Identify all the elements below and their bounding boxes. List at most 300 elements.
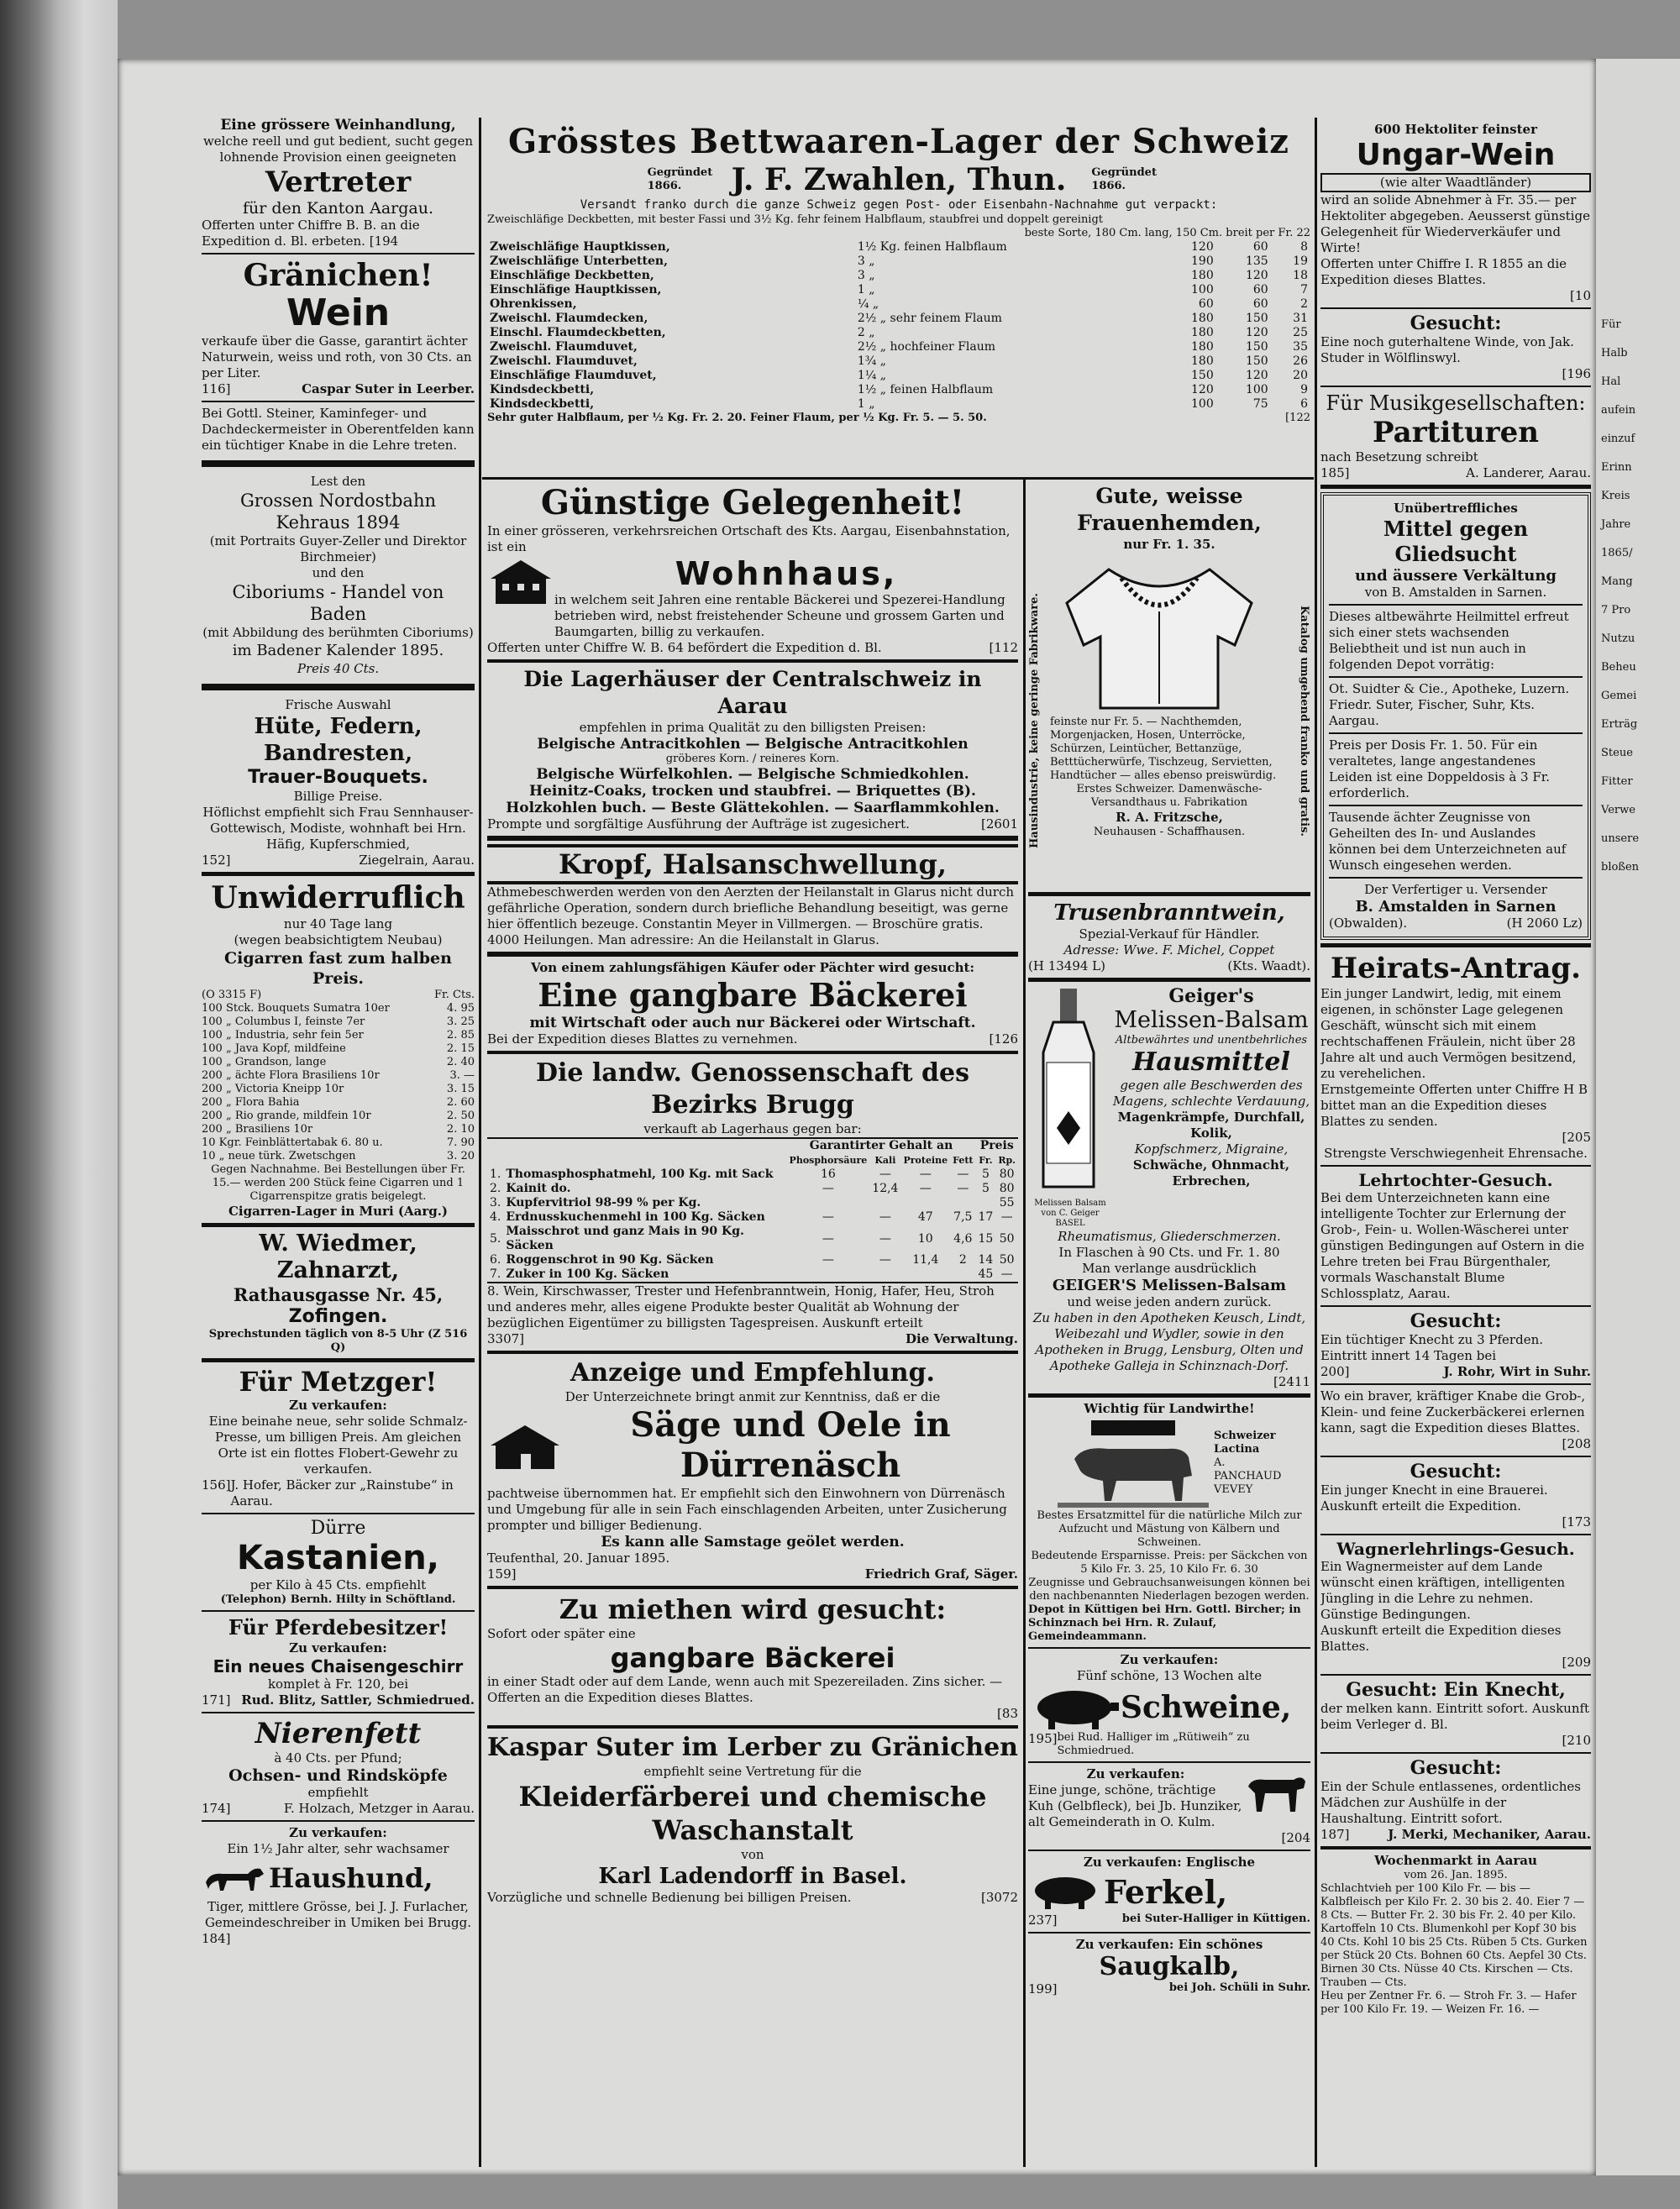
ad-baeckerei-title: Eine gangbare Bäckerei [538,976,968,1014]
ad-hund-title: Haushund, [269,1862,433,1894]
ad-kalender-price: Preis 40 Cts. [297,661,380,676]
divider [1320,1752,1591,1754]
ad-cigar-header [202,989,475,1002]
ad-ref: 156] [202,1477,231,1493]
ad-kropf-title: Kropf, Halsanschwellung, [487,844,1018,884]
ad-mittel-region: (Obwalden). [1329,916,1408,931]
genossenschaft-cell: 15 [978,1231,994,1246]
cigar-price: 2. 40 [446,1056,475,1068]
ad-ungar-title: Ungar-Wein [1356,138,1556,172]
genossenschaft-cell: 7. [490,1267,501,1281]
genossenschaft-cell [869,1267,900,1283]
ad-ref: 152] [202,853,231,868]
divider [1320,1674,1591,1676]
bettwaren-cell: 60 [1252,297,1268,311]
bettwaren-cell: 150 [1245,340,1268,354]
piglet-icon [1028,1871,1104,1913]
ad-ref: 237] [1028,1913,1058,1928]
genossenschaft-cell: 55 [999,1196,1015,1209]
ad-lagerhaus-item: Belgische Würfelkohlen. — Belgische Schmiedkohlen. [536,766,969,783]
genossenschaft-cell: 4,6 [953,1231,973,1246]
ad-graenichen-wein: Wein [286,291,391,334]
column-rule [479,118,481,2167]
ad-mittel-depot: Ot. Suidter & Cie., Apotheke, Luzern. Friedr. Suter, Fischer, Suhr, Kts. Aargau. [1329,681,1570,728]
ad-bettwaren-last-text: Sehr guter Halbflaum, per ½ Kg. Fr. 2. 20. Feiner Flaum, per ½ Kg. Fr. 5. — 5. 50. [487,412,987,424]
ad-anzeige-title: Anzeige und Empfehlung. [570,1358,935,1388]
bettwaren-cell: Einschläfige Deckbetten, [490,269,654,282]
ad-pferde-name: Rud. Blitz, Sattler, Schmiedrued. [241,1692,475,1708]
divider-heavy [1320,485,1591,489]
genossenschaft-header-cell: Preis [979,1139,1014,1152]
house-icon [487,555,554,606]
bettwaren-cell: Kindsdeckbetti, [490,383,595,396]
bettwaren-cell: 31 [1293,312,1308,325]
ad-ref: 199] [1028,1981,1058,1996]
ad-miethen-item: gangbare Bäckerei [610,1642,895,1674]
genossenschaft-cell: — [879,1231,891,1246]
ad-lactina-text: Bestes Ersatzmittel für die natürliche Milch zur Aufzucht und Mästung von Kälbern und Schweinen. [1037,1509,1302,1549]
genossenschaft-cell: Kainit do. [506,1182,571,1195]
market-prices: Heu per Zentner Fr. 6. — Stroh Fr. 3. — Hafer per 100 Kilo Fr. 19. — Weizen Fr. 16. — [1320,1990,1577,2016]
genossenschaft-cell: — [919,1182,932,1195]
ad-wine-subtitle: für den Kanton Aargau. [242,199,434,218]
ad-suter-firm: Karl Ladendorff in Basel. [598,1864,907,1889]
ad-ref: [10 [1570,288,1591,303]
genossenschaft-cell [950,1196,975,1210]
ad-hut-address: Ziegelrain, Aarau. [359,853,475,868]
genossenschaft-cell: — [1000,1267,1013,1281]
ad-bettwaren-intro2: beste Sorte, 180 Cm. lang, 150 Cm. breit per Fr. 22 [1024,227,1310,239]
genossenschaft-cell: 3. [490,1196,501,1209]
ad-trusen-footer [1028,958,1310,974]
genossenschaft-cell: 2 [958,1253,967,1267]
next-page-edge [1596,59,1680,2175]
ad-ref: [2411 [1273,1374,1310,1389]
edge-word: Mang [1601,575,1633,588]
ad-ref: [3072 [980,1890,1018,1905]
divider [1329,805,1583,806]
ad-ferkel-row [1028,1871,1310,1913]
bettwaren-cell: 35 [1293,340,1308,354]
newspaper-page [118,59,1596,2175]
bettwaren-cell: ¼ „ [857,297,879,311]
ad-genossenschaft-line: verkauft ab Lagerhaus gegen bar: [643,1121,862,1136]
edge-word: Jahre [1601,518,1631,531]
ad-geiger-brandline: GEIGER'S Melissen-Balsam [1052,1277,1287,1294]
genossenschaft-row [487,1253,1018,1267]
cigar-price: 2. 15 [446,1042,475,1055]
ad-pferde-price: komplet à Fr. 120, bei [267,1676,409,1692]
ad-winde-text: Eine noch guterhaltene Winde, von Jak. Studer in Wölflinswyl. [1320,334,1574,365]
genossenschaft-cell: 12,4 [872,1182,899,1195]
ad-heirat-title: Heirats-Antrag. [1331,952,1581,985]
genossenschaft-cell [900,1196,950,1210]
ad-maedchen-name: J. Merki, Mechaniker, Aarau. [1388,1827,1591,1842]
ad-pferde-sub: Zu verkaufen: [289,1640,387,1655]
ad-geiger-text: Zu haben in den Apotheken Keusch, Lindt, Weibezahl und Wydler, sowie in den Apotheken in Brugg, Lensburg, Olten und Apotheke Galleja in Schinznach-Dorf. [1032,1310,1306,1373]
divider [1329,676,1583,678]
divider [1320,1305,1591,1307]
ad-gelegenheit-offer [487,640,1018,656]
bettwaren-row [487,340,1310,354]
edge-word: bloßen [1601,861,1640,874]
ad-kuh-text: Eine junge, schöne, trächtige Kuh (Gelbfleck), bei Jb. Hunziker, alt Gemeinderath in O. Kulm. [1028,1782,1242,1829]
ad-hemden-text: feinste nur Fr. 5. — Nachthemden, Morgenjacken, Hosen, Unterröcke, Schürzen, Leintücher, Bettanzüge, Betttücherwürfe, Tischzeug, Servietten, Handtücher — alles ebenso preiswürdig. [1050,716,1277,782]
market-date: vom 26. Jan. 1895. [1404,1869,1508,1881]
ad-bettwaren-intro: Zweischläfige Deckbetten, mit bester Fassi und 3½ Kg. fehr feinem Halbflaum, staubfrei und doppelt gereinigt [487,213,1104,226]
bettwaren-cell: Zweischl. Flaumduvet, [490,340,638,354]
genossenschaft-cell: 17 [978,1210,994,1224]
ad-geiger-line: Altbewährtes und unentbehrliches [1115,1034,1308,1047]
cigar-row [202,1110,475,1123]
bettwaren-row [487,326,1310,340]
bettwaren-cell: 190 [1191,254,1214,268]
ad-mittel-maker: von B. Amstalden in Sarnen. [1364,585,1547,600]
ad-gelegenheit-text: in welchem seit Jahren eine rentable Bäckerei und Spezerei-Handlung betrieben wird, nebst freistehender Scheune und grossem Garten und Baumgarten, billig zu verkaufen. [554,592,1005,639]
ad-lactina-heading: Wichtig für Landwirthe! [1084,1401,1255,1416]
ad-ungar-text: wird an solide Abnehmer à Fr. 35.— per Hektoliter abgegeben. Aeusserst günstige Gelegenheit für Wiederverkäufer und Wirte! [1320,192,1590,255]
ad-musik-footer [1320,465,1591,481]
genossenschaft-cell [900,1267,950,1283]
cigar-name: 100 „ Industria, sehr fein 5er [202,1029,364,1042]
ad-ref: 174] [202,1801,231,1816]
ad-ref: [210 [1562,1733,1591,1748]
ad-pferde-title: Für Pferdebesitzer! [228,1615,449,1640]
ad-musik-title: Für Musikgesellschaften: [1326,391,1586,415]
ad-dentist-title: W. Wiedmer, Zahnarzt, [259,1230,417,1283]
ad-geiger-line: Magenkrämpfe, Durchfall, Kolik, [1117,1110,1305,1141]
bettwaren-cell: 60 [1198,297,1214,311]
ad-bettwaren-founded: Gegründet 1866. [1091,166,1157,192]
ad-nierenfett-item: Ochsen- und Rindsköpfe [228,1766,448,1785]
genossenschaft-header-cell [487,1138,503,1153]
bettwaren-cell: Zweischl. Flaumduvet, [490,354,638,368]
ad-hemden-text: Erstes Schweizer. Damenwäsche-Versandthaus u. Fabrikation [1076,783,1263,809]
cigar-name: 200 „ Victoria Kneipp 10r [202,1083,344,1095]
market-prices: Schlachtvieh per 100 Kilo Fr. — bis — Kalbfleisch per Kilo Fr. 2. 30 bis 2. 40. Eier 7 — 8 Cts. — Butter Fr. 2. 30 bis Fr. 2. 40 per Kilo. Kartoffeln 10 Cts. Blumenkohl per Kopf 30 bis 40 Cts. Kohl 10 bis 25 Cts. Rüben 5 Cts. Gurken per Stück 20 Cts. Bohnen 60 Cts. Aepfel 30 Cts. Birnen 30 Cts. Nüsse 40 Cts. Kirschen — Cts. Trauben — Cts. [1320,1882,1588,1989]
ad-kastanien-price: per Kilo à 45 Cts. empfiehlt [249,1577,427,1592]
ad-geiger-bottle-label: Melissen Balsam von C. Geiger BASEL [1034,1199,1106,1228]
ad-mittel-price: Preis per Dosis Fr. 1. 50. Für ein veraltetes, lange angestandenes Leiden ist eine Doppeldosis à 3 Fr. erforderlich. [1329,737,1551,800]
divider-heavy [487,1351,1018,1354]
ad-ref: 184] [202,1931,231,1946]
cigar-price: 3. — [449,1069,475,1082]
ad-suter-title: Kaspar Suter im Lerber zu Gränichen [487,1733,1018,1762]
edge-word: Halb [1601,347,1628,359]
ad-kastanien-title: Kastanien, [237,1539,439,1577]
bettwaren-cell: 2½ „ hochfeiner Flaum [857,340,996,354]
bettwaren-cell: 26 [1293,354,1308,368]
column-3 [1028,483,1310,2163]
cigar-name: 200 „ Rio grande, mildfein 10r [202,1110,371,1122]
bettwaren-cell: Ohrenkissen, [490,297,577,311]
section-rule [482,477,1314,480]
pig-icon [1028,1684,1121,1731]
cigar-price: 3. 25 [446,1015,475,1028]
bettwaren-cell: 100 [1245,383,1268,396]
edge-word: 7 Pro [1601,604,1631,617]
cigar-row [202,1096,475,1110]
divider-heavy [487,1051,1018,1054]
ad-saugkalb-sub: Zu verkaufen: Ein schönes [1075,1937,1263,1952]
divider [1329,877,1583,879]
bettwaren-row [487,312,1310,326]
ad-cigar-signature: Cigarren-Lager in Muri (Aarg.) [228,1204,449,1219]
ad-wine-title: Vertreter [265,165,412,199]
bettwaren-cell: 8 [1300,240,1308,254]
cigar-name: 200 „ ächte Flora Brasiliens 10r [202,1069,380,1082]
divider [1320,307,1591,309]
ad-wine-offer-text: Offerten unter Chiffre B. B. an die Expedition d. Bl. erbeten. [202,218,420,249]
edge-word: Nutzu [1601,632,1635,645]
divider-heavy [202,684,475,690]
ad-geiger-line: und weise jeden andern zurück. [1067,1294,1272,1309]
bettwaren-cell: 25 [1293,326,1308,339]
genossenschaft-cell [787,1196,870,1210]
ad-wine-offer [202,218,475,249]
column-2 [487,483,1018,2163]
ad-ref: [173 [1562,1514,1591,1530]
ad-geiger-brand: Geiger's [1168,985,1254,1007]
genossenschaft-cell: — [957,1167,969,1181]
bettwaren-cell: 180 [1191,354,1214,368]
divider [1329,732,1583,734]
ad-cigar-note: Gegen Nachnahme. Bei Bestellungen über Fr. 15.— werden 200 Stück feine Cigarren und 1 Cigarrenspitze gratis beigelegt. [211,1163,465,1203]
ad-geiger-title: Melissen-Balsam [1114,1007,1309,1033]
genossenschaft-cell: Roggenschrot in 90 Kg. Säcken [506,1253,714,1267]
cigar-name: 10 „ neue türk. Zwetschgen [202,1150,356,1162]
bettwaren-cell: Einschl. Flaumdeckbetten, [490,326,666,339]
bettwaren-cell: 120 [1245,326,1268,339]
bettwaren-row [487,240,1310,254]
divider [1320,386,1591,387]
ad-anzeige-text: pachtweise übernommen hat. Er empfiehlt sich den Einwohnern von Dürrenäsch und Umgebung für alle in sein Fach einschlagenden Arbeiten, unter Zusicherung prompter und billiger Bedienung. [487,1486,1007,1533]
bettwaren-row [487,354,1310,369]
genossenschaft-cell: 1. [490,1167,501,1181]
genossenschaft-cell: — [879,1253,891,1267]
genossenschaft-cell: 4. [490,1210,501,1224]
ad-ref: [208 [1562,1436,1591,1451]
genossenschaft-header-cell: Fett [953,1155,974,1166]
blouse-icon [1050,553,1268,712]
ad-pferde-signature [202,1692,475,1708]
edge-word: Erträg [1601,718,1638,731]
ad-wine-text: welche reell und gut bedient, sucht gegen lohnende Provision einen geeigneten [202,134,474,165]
divider [1320,1534,1591,1535]
ad-cigar-title: Unwiderruflich [211,880,465,916]
cigar-price-list [202,1002,475,1163]
genossenschaft-cell: 50 [999,1231,1015,1246]
ad-nierenfett-signature [202,1801,475,1817]
ad-hut-line: Frische Auswahl [285,697,391,712]
genossenschaft-cell [869,1196,900,1210]
ad-bettwaren-title: Grösstes Bettwaaren-Lager der Schweiz [507,122,1289,161]
ad-ferkel-name: bei Suter-Halliger in Küttigen. [1121,1913,1310,1925]
ad-mittel-text: Tausende ächter Zeugnisse von Geheilten des In- und Auslandes können bei dem Unterzeichneten auf Wunsch eingesehen werden. [1329,810,1567,873]
ad-mittel-line: Unübertreffliches [1394,501,1518,516]
genossenschaft-row [487,1225,1018,1253]
genossenschaft-cell: — [879,1167,891,1181]
bettwaren-cell: 150 [1245,354,1268,368]
ad-schweine-sub: Zu verkaufen: [1120,1652,1219,1667]
ad-bettwaren-send: Versandt franko durch die ganze Schweiz gegen Post- oder Eisenbahn-Nachnahme gut verpackt: [580,198,1218,212]
ad-trusen-title: Trusenbranntwein, [1053,900,1285,926]
ad-baeckerei-footer [487,1031,1018,1047]
ad-nierenfett-line: empfiehlt [307,1785,369,1800]
ad-metzger-signature [202,1477,475,1509]
ad-mittel-sub: und äussere Verkältung [1355,567,1557,585]
cigar-row [202,1069,475,1083]
edge-word: 1865/ [1601,547,1633,559]
genossenschaft-header-cell: Garantirter Gehalt an [809,1139,953,1152]
ad-hund-title-row [202,1857,475,1899]
cigar-name: 100 Stck. Bouquets Sumatra 10er [202,1002,390,1015]
divider [1028,1647,1310,1649]
cigar-row [202,1083,475,1096]
bettwaren-cell: 180 [1191,340,1214,354]
ad-hemden-title: Gute, weisse Frauenhemden, [1077,484,1262,535]
ad-baeckerei-line: Von einem zahlungsfähigen Käufer oder Pächter wird gesucht: [531,960,974,975]
ad-knecht-title: Gesucht: [1410,1310,1502,1332]
genossenschaft-cell: 2. [490,1182,501,1195]
edge-word: Kreis [1601,490,1630,502]
ad-kuh-sub: Zu verkaufen: [1086,1766,1185,1781]
genossenschaft-cell: — [822,1253,834,1267]
ad-wagner-title: Wagnerlehrlings-Gesuch. [1336,1539,1575,1559]
bettwaren-cell: 60 [1252,240,1268,254]
ad-suter-line: von [741,1847,764,1862]
ad-wagner-text: Auskunft erteilt die Expedition dieses Blattes. [1320,1623,1562,1654]
ad-ungar-sub: (wie alter Waadtländer) [1320,173,1591,192]
ad-ref: [205 [1562,1130,1591,1145]
ad-ungar-offer: Offerten unter Chiffre I. R 1855 an die Expedition dieses Blattes. [1320,256,1567,287]
ad-lagerhaus-item: Holzkohlen buch. — Beste Glättekohlen. — Saarflammkohlen. [506,800,1000,816]
ad-musik-partituren: Partituren [1373,416,1539,449]
ad-anzeige-row [487,1405,1018,1486]
ad-lactina-image [1028,1417,1310,1509]
ad-metzger-sub: Zu verkaufen: [289,1398,387,1413]
genossenschaft-row [487,1196,1018,1210]
ad-ungar-line: 600 Hektoliter feinster [1374,122,1537,137]
divider [202,1513,475,1514]
ad-code: (H 2060 Lz) [1506,916,1583,931]
genossenschaft-header-cell [503,1153,786,1167]
genossenschaft-cell: 80 [999,1182,1015,1195]
ad-suter-item: Kleiderfärberei und chemische Waschanstalt [518,1781,987,1846]
ad-lactina-firm: A. PANCHAUD VEVEY [1214,1456,1282,1496]
genossenschaft-cell: 14 [978,1253,994,1267]
ad-cigar-line: nur 40 Tage lang [283,916,393,931]
genossenschaft-cell: Thomasphosphatmehl, 100 Kg. mit Sack [506,1167,774,1181]
genossenschaft-header-row [487,1138,1018,1153]
bettwaren-cell: 7 [1300,283,1308,296]
ad-ref: [196 [1562,366,1591,381]
ad-wagner-text: Ein Wagnermeister auf dem Lande wünscht einen kräftigen, intelligenten Jüngling in die Lehre zu nehmen. Günstige Bedingungen. [1320,1559,1566,1622]
ad-graenichen-title: Gränichen! [243,258,433,293]
cigar-row [202,1150,475,1163]
bettwaren-cell: 60 [1252,283,1268,296]
genossenschaft-cell: 45 [978,1267,994,1281]
ad-bettwaren-founded: Gegründet 1866. [647,166,713,192]
ad-geiger-line: Man verlange ausdrücklich [1082,1261,1257,1276]
ad-hund-line: Ein 1½ Jahr alter, sehr wachsamer [227,1841,449,1856]
ad-gelegenheit-title: Günstige Gelegenheit! [540,483,965,522]
edge-word: Beheu [1601,661,1636,674]
ad-geiger-hausmittel: Hausmittel [1132,1047,1290,1077]
divider [1028,1932,1310,1934]
bettwaren-cell: 1½ „ feinen Halbflaum [857,383,994,396]
divider [202,1712,475,1713]
ad-bettwaren-firm: J. F. Zwahlen, Thun. [731,162,1067,197]
ad-mittel-title: Mittel gegen Gliedsucht [1383,517,1529,566]
genossenschaft-header-cell [487,1153,503,1167]
bettwaren-cell: 20 [1293,369,1308,382]
bettwaren-cell: Einschläfige Hauptkissen, [490,283,662,296]
bettwaren-row [487,369,1310,383]
genossenschaft-cell: 10 [917,1231,933,1246]
ad-kalender-line: (mit Abbildung des berühmten Ciboriums) [202,625,474,640]
ad-lactina-brand: Schweizer Lactina [1214,1430,1276,1456]
bettwaren-cell: 3 „ [857,254,875,268]
genossenschaft-cell [787,1267,870,1283]
bettwaren-cell: Zweischläfige Hauptkissen, [490,240,670,254]
bettwaren-cell: 180 [1191,269,1214,282]
ad-hut-text: Höflichst empfiehlt sich Frau Sennhauser-Gottewisch, Modiste, wohnhaft bei Hrn. Häfig, Kupferschmied, [202,805,474,852]
genossenschaft-header-cell: Fr. [979,1155,993,1166]
divider-heavy [202,1358,475,1362]
cow-icon [1243,1766,1310,1817]
ad-kalender-line: (mit Portraits Guyer-Zeller und Direktor Birchmeier) [209,533,467,564]
column-1 [202,118,475,2159]
ad-cigar-subtitle: Cigarren fast zum halben Preis. [224,949,452,988]
genossenschaft-header-cell: Rp. [998,1155,1016,1166]
bettwaren-cell: 1¼ „ [857,369,887,382]
ad-schweine-name: bei Rud. Halliger im „Rütiweih“ zu Schmiedrued. [1057,1731,1250,1757]
ad-knecht-text: Ein tüchtiger Knecht zu 3 Pferden. Eintritt innert 14 Tagen bei [1320,1332,1544,1363]
bettwaren-cell: 18 [1293,269,1308,282]
ad-metzger-text: Eine beinahe neue, sehr solide Schmalz-Presse, um billigen Preis. Am gleichen Orte ist ein flottes Flobert-Gewehr zu verkaufen. [208,1414,468,1477]
ad-baeckerei-line: mit Wirtschaft oder auch nur Bäckerei oder Wirtschaft. [529,1015,976,1031]
bettwaren-cell: 1 „ [857,397,875,411]
genossenschaft-cell: Erdnusskuchenmehl in 100 Kg. Säcken [506,1210,765,1224]
ad-gelegenheit-offer-text: Offerten unter Chiffre W. B. 64 befördert die Expedition d. Bl. [487,640,882,655]
ad-lactina-text: Zeugnisse und Gebrauchsanweisungen können bei den nachbenannten Niederlagen bezogen werden. [1028,1577,1310,1603]
ad-kalender-title: Grossen Nordostbahn Kehraus 1894 [239,491,436,533]
bettwaren-table [487,240,1310,412]
bettwaren-cell: 150 [1191,369,1214,382]
ad-kuh-row [1028,1766,1310,1830]
ad-pferde-item: Ein neues Chaisengeschirr [213,1656,464,1676]
genossenschaft-cell: 80 [999,1167,1015,1181]
genossenschaft-cell: 47 [917,1210,933,1224]
bettwaren-cell: 2 [1300,297,1308,311]
genossenschaft-cell: — [919,1167,932,1181]
ad-genossenschaft-footer [487,1331,1018,1347]
ad-suter-footer-text: Vorzügliche und schnelle Bedienung bei billigen Preisen. [487,1890,852,1905]
ad-kalender-line: Lest den [310,474,366,489]
bettwaren-cell: 100 [1191,283,1214,296]
genossenschaft-cell: 50 [999,1253,1015,1267]
ad-graenichen-signature [202,381,475,397]
cigar-price: 7. 90 [446,1136,475,1149]
ad-geiger-line: Erbrechen, [1172,1173,1251,1188]
cigar-row [202,1029,475,1042]
genossenschaft-cell [950,1267,975,1283]
ad-ref: 187] [1320,1827,1350,1842]
divider [202,253,475,254]
cigar-row [202,1015,475,1029]
genossenschaft-cell: — [822,1231,834,1246]
